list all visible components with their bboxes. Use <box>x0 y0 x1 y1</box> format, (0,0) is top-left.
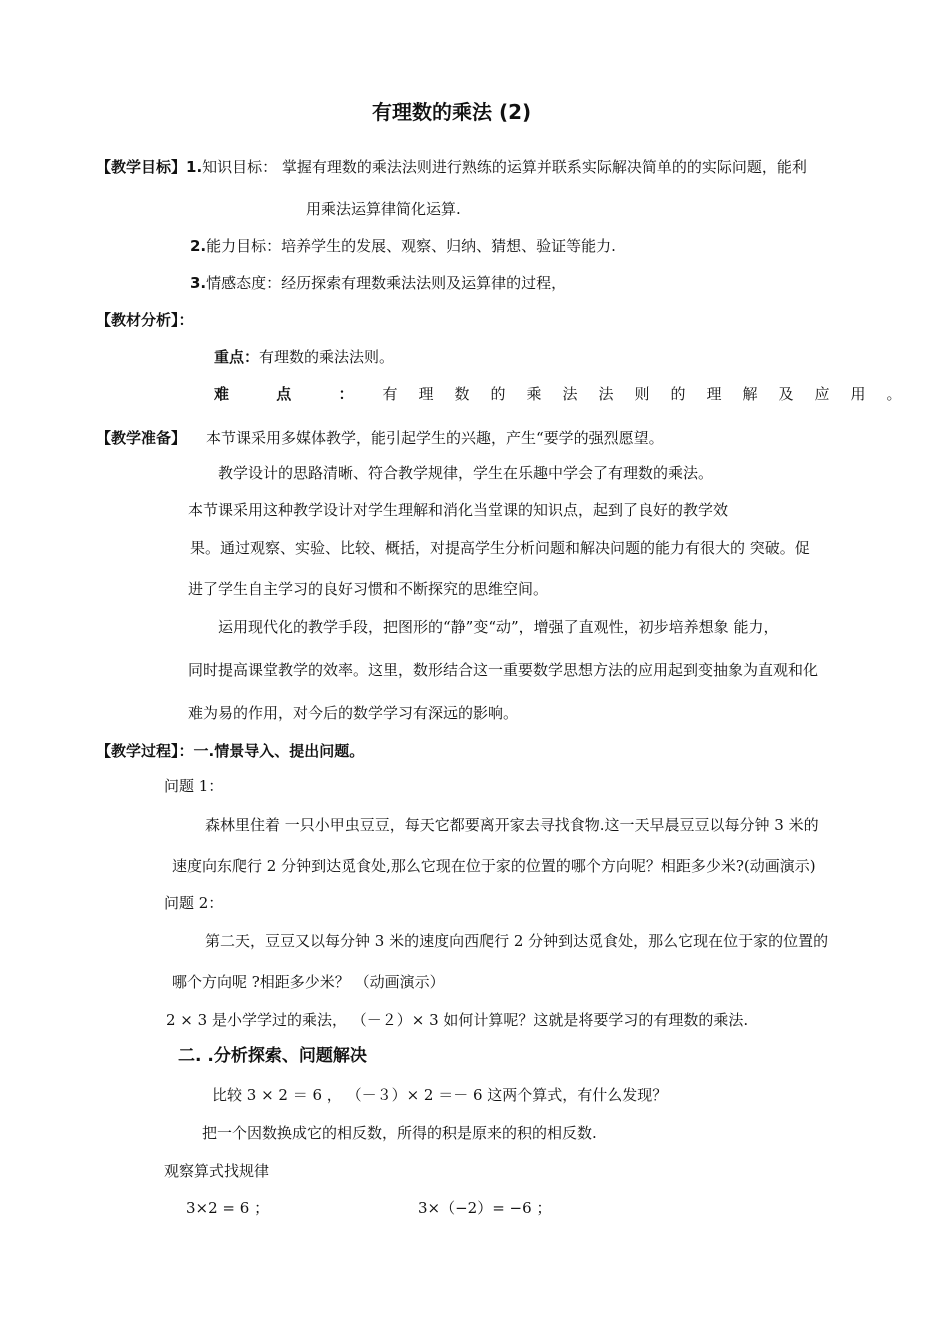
goals-label: 【教学目标】 <box>96 158 187 176</box>
question-2-label: 问题 2： <box>164 894 224 912</box>
question-1-label: 问题 1： <box>164 777 224 795</box>
analysis-difficulty <box>214 384 922 404</box>
analysis-label: 【教材分析】： <box>96 311 194 329</box>
goal-2-number: 2. <box>190 237 207 255</box>
difficulty-label: 难 点 ： <box>214 385 375 403</box>
equation-1: 3×2 = 6 ； <box>186 1199 270 1217</box>
prep-label: 【教学准备】 <box>96 429 187 447</box>
prep-p3c: 进了学生自主学习的良好习惯和不断探究的思维空间。 <box>188 580 549 598</box>
prep-p3a: 本节课采用这种教学设计对学生理解和消化当堂课的知识点，起到了良好的教学效 <box>188 501 729 519</box>
difficulty-text: 有理数的乘法法则的理解及应用。 <box>382 385 923 403</box>
goal-1-text: 知识目标： 掌握有理数的乘法法则进行熟练的运算并联系实际解决简单的的实际问题，能利 <box>202 158 807 176</box>
goals-line-1 <box>96 157 807 177</box>
page-title: 有理数的乘法 (2) <box>372 100 532 124</box>
goal-2-text: 能力目标：培养学生的发展、观察、归纳、猜想、验证等能力. <box>206 237 616 255</box>
process-label: 【教学过程】： <box>96 742 194 760</box>
question-2-line-b: 哪个方向呢 ?相距多少米？ （动画演示） <box>172 973 445 991</box>
step-2-heading: 二. .分析探索、问题解决 <box>178 1046 367 1066</box>
question-1-line-b: 速度向东爬行 2 分钟到达觅食处,那么它现在位于家的位置的哪个方向呢？相距多少米?(动画演示) <box>172 857 816 875</box>
question-1-line-a: 森林里住着 一只小甲虫豆豆，每天它都要离开家去寻找食物.这一天早晨豆豆以每分钟 3 米的 <box>205 816 819 834</box>
goal-1-number: 1. <box>186 158 203 176</box>
question-2-line-a: 第二天，豆豆又以每分钟 3 米的速度向西爬行 2 分钟到达觅食处，那么它现在位于家的位置的 <box>205 932 829 950</box>
step-1-heading: 一.情景导入、提出问题。 <box>193 742 365 760</box>
prep-p3b: 果。通过观察、实验、比较、概括，对提高学生分析问题和解决问题的能力有很大的 突破。促 <box>190 539 810 557</box>
compare-line: 比较 3 × 2 ＝ 6 ， （－３）× 2 ＝－ 6 这两个算式，有什么发现？ <box>212 1086 668 1104</box>
equation-2: 3×（−2）= −6 ； <box>418 1199 552 1217</box>
prep-p1: 本节课采用多媒体教学，能引起学生的兴趣，产生“要学的强烈愿望。 <box>206 429 664 447</box>
prep-p4a: 运用现代化的教学手段，把图形的“静”变“动”，增强了直观性，初步培养想象 能力， <box>218 618 779 636</box>
observe-heading: 观察算式找规律 <box>164 1162 270 1180</box>
goals-line-3 <box>190 273 566 293</box>
prep-p4b: 同时提高课堂教学的效率。这里，数形结合这一重要数学思想方法的应用起到变抽象为直观和化 <box>188 661 819 679</box>
key-point-label: 重点： <box>214 348 260 366</box>
analysis-key <box>214 347 394 367</box>
finding-line: 把一个因数换成它的相反数，所得的积是原来的积的相反数. <box>202 1124 597 1142</box>
prep-p4c: 难为易的作用，对今后的数学学习有深远的影响。 <box>188 704 519 722</box>
goal-1-continued: 用乘法运算律简化运算. <box>306 200 461 218</box>
process-line <box>96 741 364 761</box>
intro-line: 2 × 3 是小学学过的乘法， （－２）× 3 如何计算呢？这就是将要学习的有理数的乘法. <box>166 1011 749 1029</box>
key-point-text: 有理数的乘法法则。 <box>259 348 395 366</box>
goal-3-text: 情感态度：经历探索有理数乘法法则及运算律的过程， <box>206 274 567 292</box>
goals-line-2 <box>190 236 616 256</box>
prep-line-1 <box>96 428 664 448</box>
prep-p2: 教学设计的思路清晰、符合教学规律，学生在乐趣中学会了有理数的乘法。 <box>218 464 714 482</box>
goal-3-number: 3. <box>190 274 207 292</box>
